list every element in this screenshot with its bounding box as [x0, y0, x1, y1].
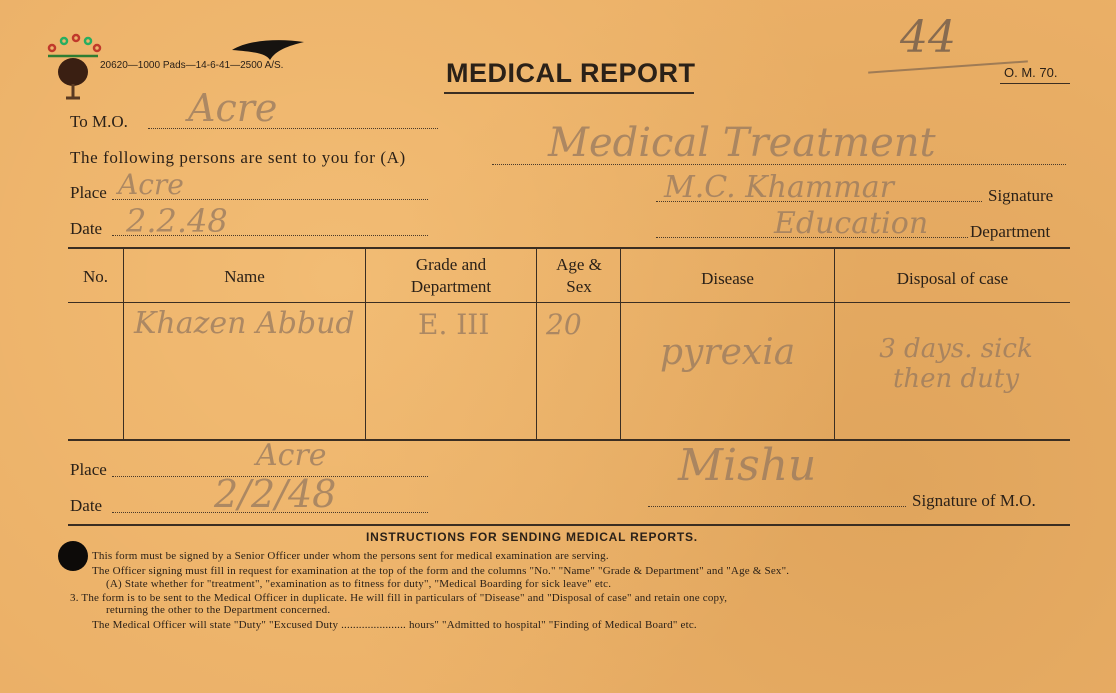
- instruction-line: The Medical Officer will state "Duty" "Excused Duty ...................... hours" "Admitted to hospital" "Finding of Medical Board" etc.: [92, 619, 697, 631]
- table-header-rule: [68, 302, 1070, 303]
- handwritten-number: 44: [900, 12, 956, 63]
- cell-age: 20: [546, 308, 582, 341]
- footer-place-label: Place: [70, 460, 107, 479]
- date-label: Date: [70, 219, 103, 238]
- cell-name: Khazen Abbud: [134, 306, 355, 341]
- mo-signature-label: Signature of M.O.: [912, 491, 1036, 510]
- date-value: 2.2.48: [126, 202, 228, 240]
- signature-value: M.C. Khammar: [664, 170, 894, 205]
- cell-grade: E. III: [418, 308, 490, 341]
- header-disposal: Disposal of case: [896, 269, 1009, 288]
- to-mo-value: Acre: [188, 86, 278, 130]
- signature-label: Signature: [988, 186, 1054, 205]
- page-title: MEDICAL REPORT: [446, 58, 696, 88]
- mo-signature-line: [648, 506, 906, 507]
- col-divider: [365, 248, 366, 440]
- instruction-line: The Officer signing must fill in request for examination at the top of the form and the columns "No." "Name" "Grade & Department" and "Age & Sex".: [92, 565, 790, 577]
- footer-place-value: Acre: [256, 438, 327, 473]
- instruction-line: 3. The form is to be sent to the Medical Officer in duplicate. He will fill in particulars of "Disease" and "Disposal of case" and retain one copy,: [70, 592, 728, 604]
- place-value: Acre: [118, 168, 184, 201]
- mo-signature-value: Mishu: [678, 440, 817, 491]
- department-value: Education: [774, 206, 929, 241]
- header-disease: Disease: [701, 269, 754, 288]
- table-bottom-rule: [68, 439, 1070, 441]
- punch-hole-icon: [58, 541, 88, 571]
- footer-date-value: 2/2/48: [214, 472, 337, 516]
- place-label: Place: [70, 183, 107, 202]
- instruction-line: This form must be signed by a Senior Officer under whom the persons sent for medical examination are serving.: [92, 550, 609, 562]
- instruction-line: (A) State whether for "treatment", "examination as to fitness for duty", "Medical Boarding for sick leave" etc.: [106, 578, 612, 590]
- instructions-title: INSTRUCTIONS FOR SENDING MEDICAL REPORTS.: [366, 530, 698, 544]
- to-mo-label: To M.O.: [70, 112, 128, 131]
- instruction-line: returning the other to the Department concerned.: [106, 604, 331, 616]
- header-name: Name: [224, 267, 265, 286]
- form-number-underline: [1000, 83, 1070, 84]
- footer-date-label: Date: [70, 496, 103, 515]
- department-label: Department: [970, 222, 1051, 241]
- col-divider: [536, 248, 537, 440]
- instructions-rule: [68, 524, 1070, 526]
- header-no: No.: [82, 267, 109, 286]
- print-code: 20620—1000 Pads—14-6-41—2500 A/S.: [100, 60, 284, 71]
- header-age-sex: Age & Sex: [556, 255, 602, 296]
- form-number: O. M. 70.: [1004, 65, 1058, 80]
- header-grade: Grade and Department: [410, 255, 492, 296]
- title-underline: [444, 92, 694, 94]
- cell-disease: pyrexia: [660, 332, 796, 373]
- archive-stamp-icon: [42, 32, 104, 104]
- purpose-label: The following persons are sent to you for (A): [70, 148, 406, 167]
- purpose-value: Medical Treatment: [548, 120, 936, 166]
- table-top-rule: [68, 247, 1070, 249]
- cell-disposal: 3 days. sick then duty: [879, 334, 1033, 394]
